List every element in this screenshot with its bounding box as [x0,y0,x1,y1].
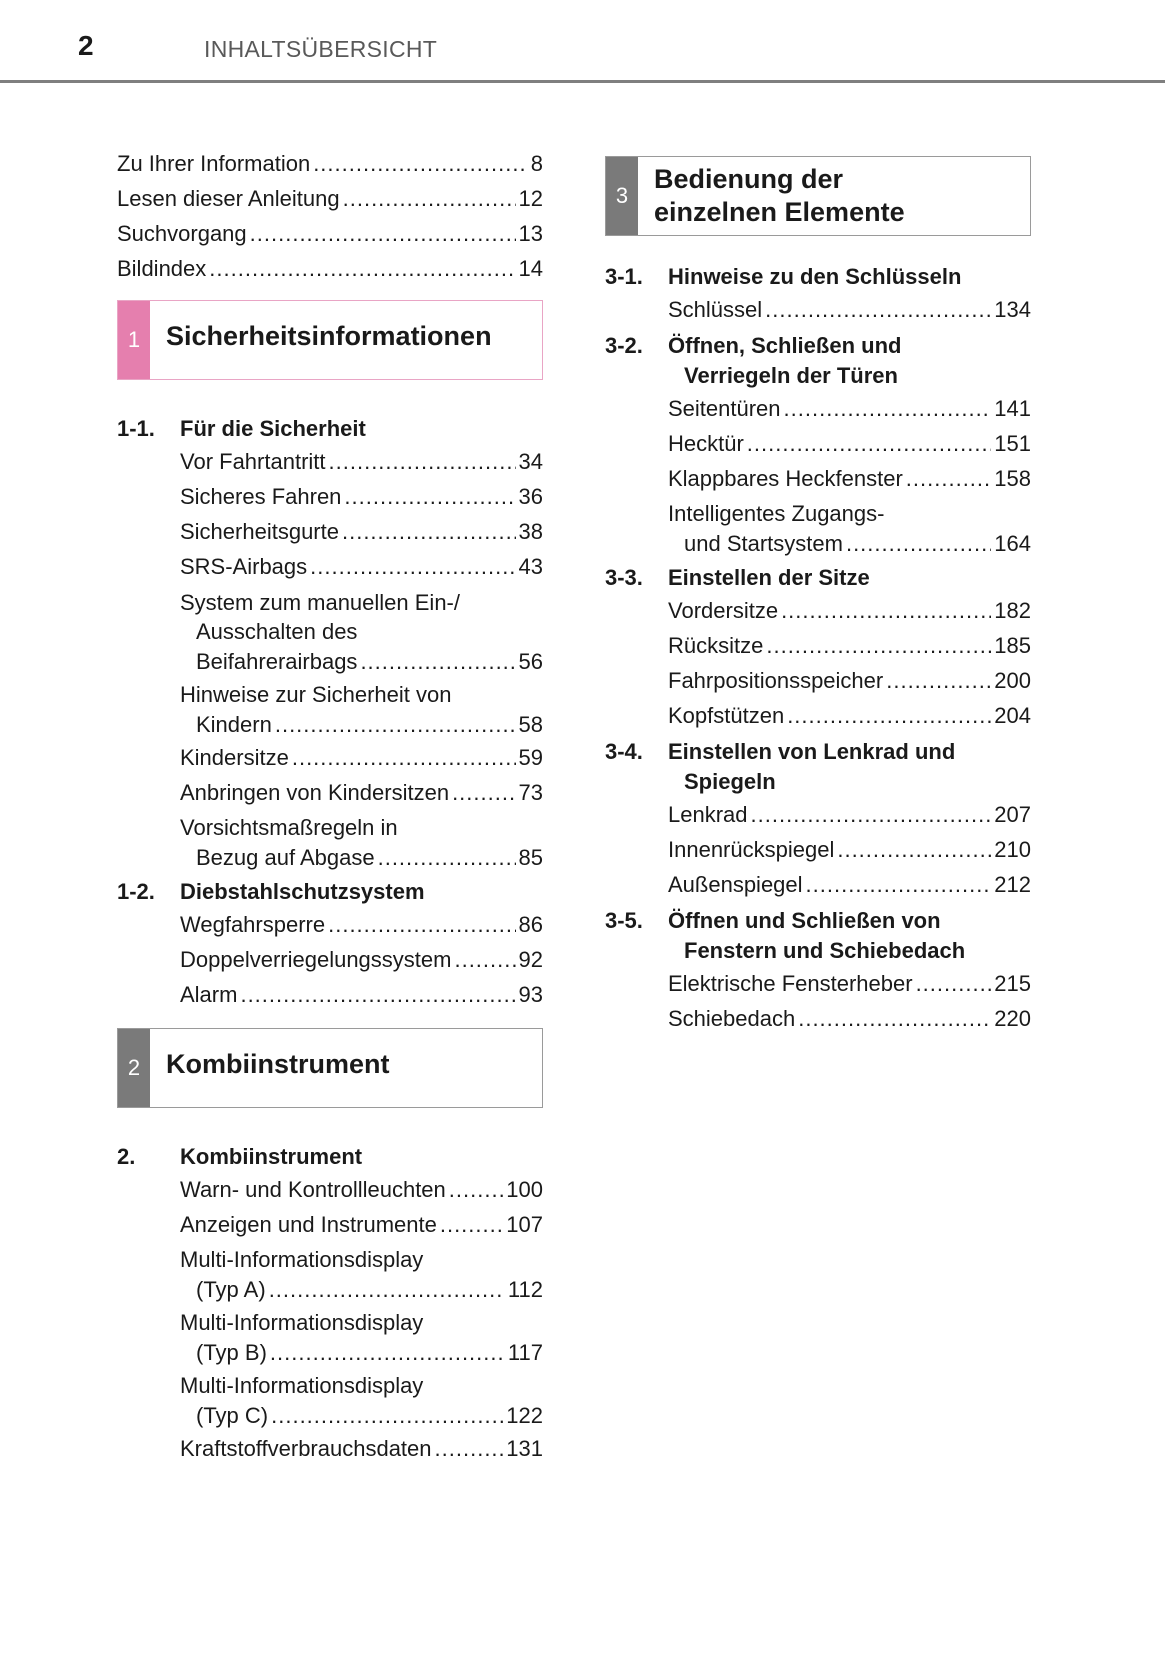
dot-leader [292,740,516,775]
subsection-number: 3-5. [605,908,643,933]
subsection-title [668,737,1031,797]
toc-entry[interactable] [180,444,543,479]
toc-entry-label: Multi-Informationsdisplay [180,1310,424,1335]
subsection-title-line2: Fenstern und Schiebedach [684,938,966,963]
toc-entry[interactable] [117,251,543,286]
section-1-tab [118,301,150,379]
toc-entry-label: Doppelverriegelungssystem [180,947,452,972]
subsection-title-line1: Einstellen von Lenkrad und [668,739,956,764]
toc-entry-page: 212 [994,872,1031,897]
toc-entry-tail [180,1400,543,1431]
toc-entry[interactable] [668,797,1031,832]
left-column [117,146,543,1466]
section-3-tab [606,157,638,235]
subsection-2[interactable] [117,1142,543,1172]
toc-entry[interactable] [180,1207,543,1242]
subsection-3-4-entries [605,797,1031,902]
dot-leader [435,1431,504,1466]
toc-entry-page: 117 [507,1340,543,1365]
toc-entry-label: Warn- und Kontrollleuchten [180,1177,446,1202]
subsection-3-5[interactable] [605,906,1031,966]
toc-entry-page: 92 [518,947,543,972]
toc-entry-label-cont: (Typ B) [196,1340,267,1365]
subsection-number: 2. [117,1144,136,1169]
toc-entry-page: 215 [994,971,1031,996]
toc-entry-page: 207 [994,802,1031,827]
toc-entry-label: Kraftstoffverbrauchsdaten [180,1436,432,1461]
toc-entry[interactable] [117,181,543,216]
toc-entry-page: 131 [506,1436,543,1461]
toc-entry[interactable] [180,977,543,1012]
toc-entry-page: 200 [994,668,1031,693]
toc-entry[interactable] [668,966,1031,1001]
toc-entry[interactable] [180,514,543,549]
page-number: 2 [78,30,94,61]
toc-entry-page: 220 [994,1006,1031,1031]
section-1-box[interactable] [117,300,543,380]
subsection-3-5-entries [605,966,1031,1036]
subsection-1-2[interactable] [117,877,543,907]
toc-entry-page: 38 [518,519,543,544]
header-title: INHALTSÜBERSICHT [204,36,438,62]
section-3-title [654,163,905,229]
dot-leader [798,1001,991,1036]
dot-leader [342,514,516,549]
toc-entry-page: 86 [518,912,543,937]
toc-entry-label: Elektrische Fensterheber [668,971,913,996]
toc-entry-page: 56 [518,649,543,674]
toc-entry[interactable] [668,391,1031,426]
dot-leader [747,426,991,461]
subsection-3-3-entries [605,593,1031,733]
subsection-1-2-entries [117,907,543,1012]
toc-entry-label: Intelligentes Zugangs- [668,501,885,526]
subsection-2-entries [117,1172,543,1466]
toc-entry-label: Vorsichtsmaßregeln in [180,815,398,840]
toc-entry-label: Lenkrad [668,802,748,827]
toc-entry[interactable] [117,146,543,181]
dot-leader [452,775,515,810]
toc-entry[interactable] [180,1431,543,1466]
toc-entry-page: 122 [506,1403,543,1428]
toc-entry-page: 73 [518,780,543,805]
toc-entry-label: Klappbares Heckfenster [668,466,903,491]
toc-entry-page: 36 [518,484,543,509]
dot-leader [806,867,992,902]
toc-entry[interactable] [180,775,543,810]
toc-entry-page: 151 [994,431,1031,456]
subsection-number: 1-1. [117,416,155,441]
toc-entry-page: 85 [518,845,543,870]
subsection-3-2[interactable] [605,331,1031,391]
dot-leader [787,698,991,733]
toc-entry-label: Alarm [180,982,238,1007]
toc-entry-tail [180,1337,543,1368]
toc-entry-tail [180,842,543,873]
toc-entry[interactable] [180,740,543,775]
toc-entry-label: Multi-Informationsdisplay [180,1247,424,1272]
toc-entry-label: Bildindex [117,256,207,281]
dot-leader [269,1274,505,1305]
toc-entry-label: Seitentüren [668,396,781,421]
dot-leader [250,216,516,251]
dot-leader [916,966,992,1001]
toc-entry-label: Sicherheitsgurte [180,519,339,544]
subsection-number: 3-1. [605,264,643,289]
subsection-title: Einstellen der Sitze [668,565,870,590]
subsection-3-3[interactable] [605,563,1031,593]
subsection-title-line1: Öffnen und Schließen von [668,908,941,933]
toc-entry-label-cont: (Typ A) [196,1277,266,1302]
section-1-number: 1 [127,327,141,352]
toc-entry-page: 43 [518,554,543,579]
toc-entry-tail [180,709,543,740]
subsection-3-1[interactable] [605,262,1031,292]
dot-leader [328,907,515,942]
toc-entry-page: 107 [506,1212,543,1237]
toc-entry[interactable] [668,628,1031,663]
toc-entry-label-cont: Ausschalten des [196,619,358,644]
toc-entry-page: 12 [518,186,543,211]
toc-entry-label: Lesen dieser Anleitung [117,186,340,211]
toc-entry-label: Rücksitze [668,633,764,658]
toc-entry-page: 158 [994,466,1031,491]
toc-entry-page: 58 [518,712,543,737]
toc-entry-label-cont: Bezug auf Abgase [196,845,375,870]
toc-entry-tail [180,1274,543,1305]
toc-entry-page: 164 [994,531,1031,556]
dot-leader [837,832,991,867]
toc-entry-label: Innenrückspiegel [668,837,835,862]
section-3-title-line1: Bedienung der [654,164,844,194]
toc-entry-label: Anbringen von Kindersitzen [180,780,450,805]
toc-entry-label: Vordersitze [668,598,779,623]
toc-entry[interactable] [668,867,1031,902]
subsection-1-1[interactable] [117,414,543,444]
toc-entry-page: 141 [994,396,1031,421]
toc-entry-multiline[interactable] [180,1308,543,1368]
toc-entry-page: 204 [994,703,1031,728]
toc-entry-label: SRS-Airbags [180,554,308,579]
dot-leader [886,663,991,698]
toc-entry-multiline[interactable] [180,588,543,677]
toc-entry-label: Hecktür [668,431,744,456]
subsection-number: 3-3. [605,565,643,590]
section-3-number: 3 [615,183,629,208]
toc-entry[interactable] [668,461,1031,496]
subsection-title: Kombiinstrument [180,1144,363,1169]
toc-entry-multiline[interactable] [180,680,543,740]
subsection-title-line2: Verriegeln der Türen [684,363,898,388]
toc-entry-label-cont: Beifahrerairbags [196,649,358,674]
dot-leader [784,391,992,426]
subsection-title: Diebstahlschutzsystem [180,879,425,904]
toc-entry-label-cont: (Typ C) [196,1403,269,1428]
toc-entry[interactable] [180,907,543,942]
toc-entry[interactable] [668,832,1031,867]
subsection-number: 3-4. [605,739,643,764]
toc-entry-label: Suchvorgang [117,221,247,246]
section-2-tab [118,1029,150,1107]
toc-entry-label: Zu Ihrer Information [117,151,311,176]
toc-entry[interactable] [668,1001,1031,1036]
page-header [0,0,1165,83]
section-3-box[interactable] [605,156,1031,236]
toc-entry-label: Hinweise zur Sicherheit von [180,682,452,707]
dot-leader [846,528,991,559]
dot-leader [906,461,991,496]
subsection-title-line1: Öffnen, Schließen und [668,333,902,358]
dot-leader [270,1337,505,1368]
dot-leader [781,593,991,628]
toc-entry-label: Kindersitze [180,745,289,770]
subsection-number: 3-2. [605,333,643,358]
subsection-title [668,906,1031,966]
section-2-number: 2 [127,1055,141,1080]
dot-leader [449,1172,504,1207]
toc-entry-tail [668,528,1031,559]
toc-entry-label-cont: Kindern [196,712,272,737]
toc-entry-page: 112 [507,1277,543,1302]
toc-entry-label: Anzeigen und Instrumente [180,1212,437,1237]
toc-entry[interactable] [180,479,543,514]
toc-entry-tail [180,646,543,677]
dot-leader [765,292,991,327]
toc-entry[interactable] [668,593,1031,628]
toc-entry-page: 100 [506,1177,543,1202]
toc-entry-page: 59 [518,745,543,770]
toc-entry[interactable] [668,698,1031,733]
toc-entry[interactable] [180,1172,543,1207]
toc-entry[interactable] [668,292,1031,327]
subsection-title: Für die Sicherheit [180,416,366,441]
dot-leader [751,797,992,832]
toc-entry-label: System zum manuellen Ein-/ [180,590,460,615]
toc-entry-page: 134 [994,297,1031,322]
toc-entry[interactable] [117,216,543,251]
dot-leader [271,1400,503,1431]
toc-entry-page: 185 [994,633,1031,658]
dot-leader [343,181,516,216]
toc-entry-page: 93 [518,982,543,1007]
section-3-title-line2: einzelnen Elemente [654,197,905,227]
dot-leader [310,549,515,584]
toc-entry-multiline[interactable] [180,1245,543,1305]
toc-entry[interactable] [668,663,1031,698]
toc-entry-multiline[interactable] [180,1371,543,1431]
subsection-3-4[interactable] [605,737,1031,797]
toc-entry-label: Multi-Informationsdisplay [180,1373,424,1398]
toc-entry-page: 34 [518,449,543,474]
toc-entry-label: Fahrpositionsspeicher [668,668,884,693]
section-1-title: Sicherheitsinformationen [166,321,492,351]
section-2-box[interactable] [117,1028,543,1108]
intro-list [117,146,543,286]
toc-entry-label: Außenspiegel [668,872,803,897]
section-2-title: Kombiinstrument [166,1049,390,1079]
toc-entry-label: Vor Fahrtantritt [180,449,326,474]
toc-entry-page: 8 [530,151,543,176]
toc-entry-label: Kopfstützen [668,703,785,728]
toc-entry[interactable] [668,426,1031,461]
dot-leader [209,251,515,286]
toc-entry-page: 182 [994,598,1031,623]
toc-entry-label: Schlüssel [668,297,763,322]
dot-leader [275,709,516,740]
toc-entry-page: 13 [518,221,543,246]
toc-entry-page: 14 [518,256,543,281]
dot-leader [344,479,515,514]
subsection-title-line2: Spiegeln [684,769,776,794]
subsection-3-1-entries [605,292,1031,327]
toc-entry-label: Sicheres Fahren [180,484,342,509]
toc-entry-multiline[interactable] [668,499,1031,559]
toc-entry-multiline[interactable] [180,813,543,873]
subsection-number: 1-2. [117,879,155,904]
dot-leader [360,646,515,677]
subsection-3-2-entries [605,391,1031,559]
dot-leader [378,842,516,873]
subsection-title: Hinweise zu den Schlüsseln [668,264,962,289]
dot-leader [766,628,991,663]
right-column [605,156,1031,1036]
dot-leader [454,942,515,977]
subsection-title [668,331,1031,391]
subsection-1-1-entries [117,444,543,873]
toc-entry[interactable] [180,942,543,977]
dot-leader [329,444,516,479]
toc-entry-label: Wegfahrsperre [180,912,326,937]
toc-entry-label-cont: und Startsystem [684,531,843,556]
toc-entry-page: 210 [994,837,1031,862]
toc-entry[interactable] [180,549,543,584]
toc-entry-label: Schiebedach [668,1006,796,1031]
dot-leader [240,977,515,1012]
dot-leader [313,146,528,181]
dot-leader [440,1207,503,1242]
